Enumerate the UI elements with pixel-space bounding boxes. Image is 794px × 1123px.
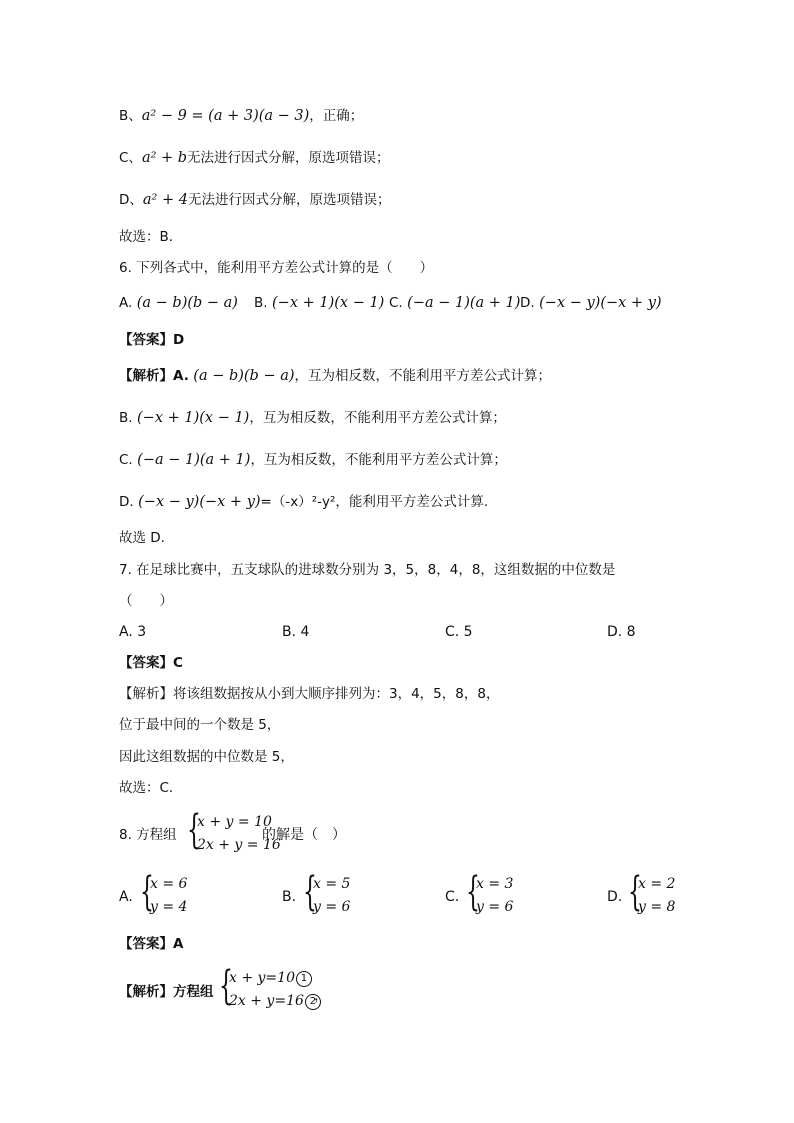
choose-b-line: 故选：B． <box>119 229 183 245</box>
explanation-8-suffix: ， <box>314 988 328 1004</box>
explanation-6-c: C. (−a − 1)(a + 1)，互为相反数，不能利用平方差公式计算； <box>119 452 507 468</box>
explanation-7-line-1: 【解析】将该组数据按从小到大顺序排列为：3，4，5，8，8， <box>119 686 500 702</box>
q8-option-d-label: D. <box>607 889 623 905</box>
q6-option-b: B. (−x + 1)(x − 1) <box>254 295 385 311</box>
q7-option-d: D. 8 <box>607 624 636 640</box>
q7-option-b: B. 4 <box>282 624 310 640</box>
explanation-7-line-2: 位于最中间的一个数是 5， <box>119 717 281 733</box>
brace-icon: { <box>628 869 642 915</box>
explanation-6-a: 【解析】A. (a − b)(b − a)，互为相反数，不能利用平方差公式计算； <box>119 368 551 384</box>
choose-d-line: 故选 D. <box>119 530 165 546</box>
brace-icon: { <box>303 869 317 915</box>
q8-option-d-system: { x = 2 y = 8 <box>628 869 676 915</box>
q6-option-a: A. (a − b)(b − a) <box>119 295 238 311</box>
explanation-8-system: { x + y=10 1 2x + y=16 2 <box>219 970 319 1016</box>
q8-option-b-system: { x = 5 y = 6 <box>303 869 351 915</box>
explanation-6-b: B. (−x + 1)(x − 1)，互为相反数，不能利用平方差公式计算； <box>119 410 506 426</box>
explanation-7-line-3: 因此这组数据的中位数是 5， <box>119 749 294 765</box>
choose-c-line: 故选：C． <box>119 780 183 796</box>
brace-icon: { <box>140 869 154 915</box>
question-7: 7. 在足球比赛中，五支球队的进球数分别为 3，5，8，4，8，这组数据的中位数是 <box>119 562 616 578</box>
explanation-6-d: D. (−x − y)(−x + y)=（-x）²-y²，能利用平方差公式计算. <box>119 494 489 510</box>
q6-option-c: C. (−a − 1)(a + 1) <box>389 295 521 311</box>
question-7-paren: （ ） <box>119 593 173 609</box>
option-c-explanation: C、a² + b无法进行因式分解，原选项错误； <box>119 150 390 166</box>
brace-icon: { <box>187 807 201 853</box>
q8-option-b-label: B. <box>282 889 297 905</box>
answer-6: 【答案】D <box>119 332 185 348</box>
option-b-explanation: B、a² − 9 = (a + 3)(a − 3)，正确； <box>119 108 364 124</box>
question-6: 6. 下列各式中，能利用平方差公式计算的是（ ） <box>119 260 434 276</box>
brace-icon: { <box>219 963 233 1009</box>
q8-option-a-label: A. <box>119 889 133 905</box>
question-8-suffix: 的解是（ ） <box>262 827 346 843</box>
circled-number-one: 1 <box>296 971 312 987</box>
q8-option-c-label: C. <box>445 889 460 905</box>
q6-option-d: D. (−x − y)(−x + y) <box>520 295 662 311</box>
question-8-prefix: 8. 方程组 <box>119 827 177 843</box>
q8-option-c-system: { x = 3 y = 6 <box>466 869 514 915</box>
question-8-system: { x + y = 10 2x + y = 16 <box>187 807 281 853</box>
brace-icon: { <box>466 869 480 915</box>
q7-option-c: C. 5 <box>445 624 473 640</box>
option-d-explanation: D、a² + 4无法进行因式分解，原选项错误； <box>119 192 391 208</box>
q8-option-a-system: { x = 6 y = 4 <box>140 869 188 915</box>
answer-8: 【答案】A <box>119 936 184 952</box>
explanation-8-prefix: 【解析】方程组 <box>119 984 214 1000</box>
circled-number-two: 2 <box>305 994 321 1010</box>
answer-7: 【答案】C <box>119 655 183 671</box>
q7-option-a: A. 3 <box>119 624 147 640</box>
